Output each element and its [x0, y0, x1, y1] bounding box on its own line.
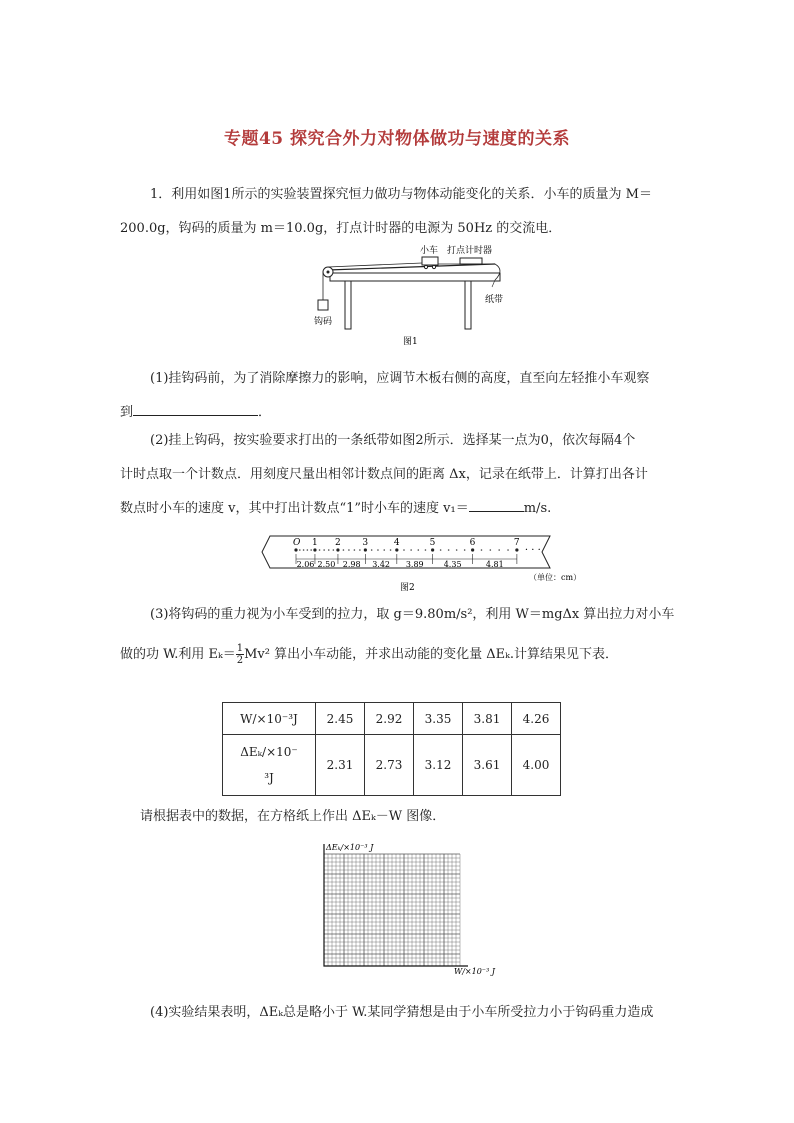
- tape-timing-dot: [323, 549, 325, 551]
- figure-2-tape: [260, 528, 582, 598]
- table-cell: 3.35: [414, 703, 463, 735]
- part-4: [140, 996, 680, 1030]
- tape-count-point: [395, 548, 398, 551]
- tape-timing-dot: [371, 549, 373, 551]
- tape-timing-dot: [498, 549, 500, 551]
- data-table: [222, 702, 561, 796]
- tape-timing-dot: [456, 549, 458, 551]
- tape-count-point: [431, 548, 434, 551]
- label-tape: 纸带: [485, 295, 504, 305]
- tape-timing-dot: [354, 549, 356, 551]
- tape-point-label: 4: [393, 538, 400, 548]
- tape-point-label: 6: [469, 538, 476, 548]
- tape-point-label: 2: [334, 538, 341, 548]
- table-cell: 2.31: [316, 735, 365, 796]
- tape-count-point: [471, 548, 474, 551]
- part-4-line-1: (4)实验结果表明，ΔEₖ总是略小于 W.某同学猜想是由于小车所受拉力小于钩码重力造成: [150, 1005, 654, 1020]
- tape-distance-label: 2.98: [342, 560, 361, 569]
- intro-line-2: 200.0g，钩码的质量为 m＝10.0g，打点计时器的电源为 50Hz 的交流电．: [120, 221, 562, 236]
- part-2-line-2: 计时点取一个计数点．用刻度尺量出相邻计数点间的距离 Δx，记录在纸带上．计算打出各计: [120, 467, 648, 482]
- table-cell: 3.61: [463, 735, 512, 796]
- tape-point-label: O: [293, 538, 301, 548]
- table-cell: 4.00: [512, 735, 561, 796]
- tape-timing-dot: [418, 549, 420, 551]
- part-1-prefix: 到: [120, 405, 134, 420]
- tape-timing-dot: [377, 549, 379, 551]
- tape-count-point: [294, 548, 297, 551]
- tape-timing-dot: [481, 549, 483, 551]
- tape-timing-dot: [299, 549, 301, 551]
- table-cell: 3.12: [414, 735, 463, 796]
- tape-timing-dot: [490, 549, 492, 551]
- answer-blank-2[interactable]: [469, 497, 524, 512]
- tape-timing-dot: [348, 549, 350, 551]
- table-cell: 2.92: [365, 703, 414, 735]
- tape-timing-dot: [310, 549, 312, 551]
- part-3-prefix: 做的功 W.利用 Eₖ＝: [120, 647, 236, 662]
- table-header-w: W/×10⁻³J: [223, 703, 316, 735]
- tape-timing-dot: [343, 549, 345, 551]
- tape-timing-dot: [390, 549, 392, 551]
- table-leg-left: [345, 281, 351, 329]
- tape-timing-dot: [328, 549, 330, 551]
- label-timer: 打点计时器: [447, 246, 493, 256]
- tape-distance-label: 4.35: [443, 560, 462, 569]
- table-cell: 2.73: [365, 735, 414, 796]
- board: [328, 264, 495, 270]
- ticker-timer: [460, 258, 482, 264]
- part-1-suffix: ．: [258, 405, 272, 420]
- label-weight: 钩码: [314, 317, 333, 327]
- part-1: [120, 362, 680, 430]
- tape-point-label: 7: [513, 538, 520, 548]
- tape-count-point: [336, 548, 339, 551]
- cart: [422, 257, 438, 265]
- graph-instruction: 请根据表中的数据，在方格纸上作出 ΔEₖ－W 图像．: [140, 809, 446, 824]
- tape-unit: （单位：cm）: [529, 573, 582, 582]
- table-cell: 2.45: [316, 703, 365, 735]
- tape-timing-dot: [425, 549, 427, 551]
- tape-count-point: [364, 548, 367, 551]
- part-2-line-1: (2)挂上钩码，按实验要求打出的一条纸带如图2所示．选择某一点为0，依次每隔4个: [150, 433, 636, 448]
- tape-point-label: 5: [429, 538, 436, 548]
- answer-blank-1[interactable]: [133, 401, 258, 416]
- part-2: [120, 424, 680, 526]
- question-intro: [120, 178, 680, 246]
- tape-timing-dot: [464, 549, 466, 551]
- figure-1-caption: 图1: [403, 337, 418, 347]
- table-row-energy: [223, 735, 561, 796]
- part-2-suffix: m/s.: [523, 501, 552, 516]
- table-row-work: [223, 703, 561, 735]
- tape-timing-dot: [333, 549, 335, 551]
- tape-distance-label: 3.89: [405, 560, 424, 569]
- hanging-weight: [318, 300, 328, 310]
- table-top: [330, 273, 500, 281]
- part-2-line-3: [120, 492, 680, 526]
- tape-timing-dot: [403, 549, 405, 551]
- tape-timing-dot: [359, 549, 361, 551]
- part-3-line-1: (3)将钩码的重力视为小车受到的拉力，取 g＝9.80m/s²，利用 W＝mgΔx 算出拉力对小车: [150, 607, 675, 622]
- grid-xlabel: W/×10⁻³ J: [454, 967, 495, 976]
- graph-paper[interactable]: [316, 840, 506, 985]
- grid-ylabel: ΔEₖ/×10⁻³ J: [326, 843, 374, 852]
- tape-distance-label: 3.42: [372, 560, 391, 569]
- tape-timing-dot: [303, 549, 305, 551]
- tape-timing-dot: [448, 549, 450, 551]
- part-3: [120, 598, 680, 672]
- table-cell: 4.26: [512, 703, 561, 735]
- part-1-line-1: (1)挂钩码前，为了消除摩擦力的影响，应调节木板右侧的高度，直至向左轻推小车观察: [150, 371, 650, 386]
- tape-distance-label: 2.06: [296, 560, 315, 569]
- fraction-one-half: $\frac{1}{2}$: [236, 643, 244, 666]
- figure-1-apparatus: [300, 240, 520, 350]
- tape-timing-dot: [440, 549, 442, 551]
- tape-point-label: 3: [362, 538, 369, 548]
- page-title: 专题45 探究合外力对物体做功与速度的关系: [223, 129, 571, 149]
- label-cart: 小车: [420, 246, 439, 256]
- figure-2-caption: 图2: [400, 583, 415, 593]
- tape-timing-dot: [410, 549, 412, 551]
- intro-line-1: 1．利用如图1所示的实验装置探究恒力做功与物体动能变化的关系．小车的质量为 M＝: [150, 187, 652, 202]
- table-header-ek: ΔEₖ/×10⁻ ³J: [223, 735, 316, 796]
- tape-distance-label: 2.50: [317, 560, 336, 569]
- tape-point-label: 1: [311, 538, 318, 548]
- part-3-suffix: Mv² 算出小车动能，并求出动能的变化量 ΔEₖ.计算结果见下表．: [244, 647, 618, 662]
- tape-timing-dot: [507, 549, 509, 551]
- tape-count-point: [515, 548, 518, 551]
- tape-timing-dot: [383, 549, 385, 551]
- part-3-line-2: [120, 638, 680, 672]
- tape-timing-dot: [319, 549, 321, 551]
- table-cell: 3.81: [463, 703, 512, 735]
- tape-timing-dot: [307, 549, 309, 551]
- table-leg-right: [465, 281, 471, 329]
- tape-count-point: [313, 548, 316, 551]
- part-2-prefix: 数点时小车的速度 v，其中打出计数点“1”时小车的速度 v₁＝: [120, 501, 469, 516]
- tape-continuation-dots: · · ·: [524, 545, 541, 556]
- tape-distance-label: 4.81: [485, 560, 504, 569]
